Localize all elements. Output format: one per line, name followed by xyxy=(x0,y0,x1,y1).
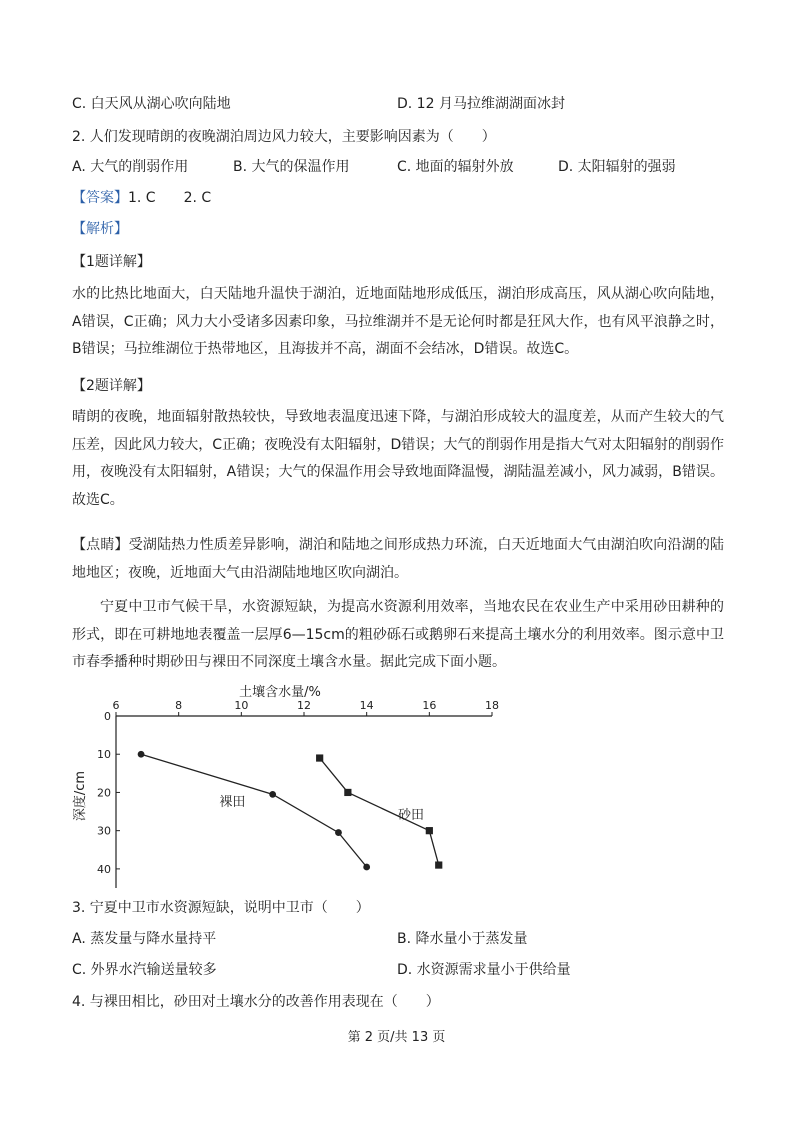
bare-field-point xyxy=(138,751,145,758)
q2-detail-paragraph: 晴朗的夜晚，地面辐射散热较快，导致地表温度迅速下降，与湖泊形成较大的温度差，从而产生较大的气压差，因此风力较大，C正确；夜晚没有太阳辐射，D错误；大气的削弱作用是指大气对太阳辐射的削弱作用，夜晚没有太阳辐射，A错误；大气的保温作用会导致地面降温慢，湖陆温差减小，风力减弱，B错误。故选C。 xyxy=(72,409,724,508)
q3-option-c: C. 外界水汽输送量较多 xyxy=(72,962,217,978)
x-tick-label: 6 xyxy=(112,699,120,712)
q3-stem: 3. 宁夏中卫市水资源短缺，说明中卫市（ ） xyxy=(72,900,370,916)
chart-x-ticks xyxy=(113,699,500,716)
bare-field-point xyxy=(363,864,370,871)
x-tick-label: 8 xyxy=(175,699,183,712)
q1-detail-heading: 【1题详解】 xyxy=(72,254,151,270)
page-footer: 第 2 页/共 13 页 xyxy=(347,1030,446,1045)
answer-line xyxy=(72,188,211,208)
y-tick-label: 10 xyxy=(97,748,111,762)
q2-option-d: D. 太阳辐射的强弱 xyxy=(558,159,676,175)
y-tick-label: 40 xyxy=(97,862,111,876)
q1-option-d: D. 12 月马拉维湖湖面冰封 xyxy=(397,96,565,112)
q2-detail-heading: 【2题详解】 xyxy=(72,378,151,394)
y-tick-label: 0 xyxy=(104,710,111,723)
q2-option-c: C. 地面的辐射外放 xyxy=(397,159,514,175)
answer-tag: 【答案】 xyxy=(72,190,128,206)
tip-tag: 【点睛】 xyxy=(72,537,129,553)
x-tick-label: 16 xyxy=(422,699,437,712)
q3-option-b: B. 降水量小于蒸发量 xyxy=(397,931,528,947)
q3-option-d: D. 水资源需求量小于供给量 xyxy=(397,962,571,978)
bare-field-point xyxy=(335,829,342,836)
q1-detail-paragraph: 水的比热比地面大，白天陆地升温快于湖泊，近地面陆地形成低压，湖泊形成高压，风从湖心吹向陆地，A错误，C正确；风力大小受诸多因素印象，马拉维湖并不是无论何时都是狂风大作，也有风平浪静之时，B错误；马拉维湖位于热带地区，且海拔并不高，湖面不会结冰，D错误。故选C。 xyxy=(72,286,724,358)
sand-field-point xyxy=(344,789,351,796)
answer-text: 1. C 2. C xyxy=(128,190,212,206)
series-line-bare-field xyxy=(141,754,367,867)
chart-y-axis-label: 深度/cm xyxy=(73,770,88,822)
sand-field-point xyxy=(426,827,433,834)
q2-option-b: B. 大气的保温作用 xyxy=(233,159,350,175)
sand-field-point xyxy=(316,754,323,761)
bare-field-point xyxy=(269,791,276,798)
q2-option-a: A. 大气的削弱作用 xyxy=(72,159,189,175)
tip-text: 受湖陆热力性质差异影响，湖泊和陆地之间形成热力环流，白天近地面大气由湖泊吹向沿湖的陆地地区；夜晚，近地面大气由沿湖陆地地区吹向湖泊。 xyxy=(72,537,725,581)
q3-option-a: A. 蒸发量与降水量持平 xyxy=(72,931,217,947)
bare-field-label: 裸田 xyxy=(219,794,246,810)
q2-stem: 2. 人们发现晴朗的夜晚湖泊周边风力较大，主要影响因素为（ ） xyxy=(72,129,496,145)
sand-field-label: 砂田 xyxy=(398,808,425,824)
chart-series xyxy=(138,751,443,871)
analysis-tag: 【解析】 xyxy=(72,221,128,237)
x-tick-label: 12 xyxy=(297,699,311,712)
y-tick-label: 30 xyxy=(97,824,111,838)
y-tick-label: 20 xyxy=(97,786,111,800)
x-tick-label: 18 xyxy=(485,699,499,712)
sand-field-point xyxy=(435,861,442,868)
x-tick-label: 14 xyxy=(359,699,374,712)
passage-paragraph: 宁夏中卫市气候干旱，水资源短缺，为提高水资源利用效率，当地农民在农业生产中采用砂田耕种的形式，即在可耕地地表覆盖一层厚6—15cm的粗砂砾石或鹅卵石来提高土壤水分的利用效率。图示意中卫市春季播种时期砂田与裸田不同深度土壤含水量。据此完成下面小题。 xyxy=(72,599,724,671)
chart-x-axis-label: 土壤含水量/% xyxy=(239,685,321,700)
tip-paragraph xyxy=(72,532,724,587)
x-tick-label: 10 xyxy=(234,699,249,712)
q4-stem: 4. 与裸田相比，砂田对土壤水分的改善作用表现在（ ） xyxy=(72,994,440,1010)
soil-moisture-chart xyxy=(70,678,510,890)
q1-option-c: C. 白天风从湖心吹向陆地 xyxy=(72,96,231,112)
